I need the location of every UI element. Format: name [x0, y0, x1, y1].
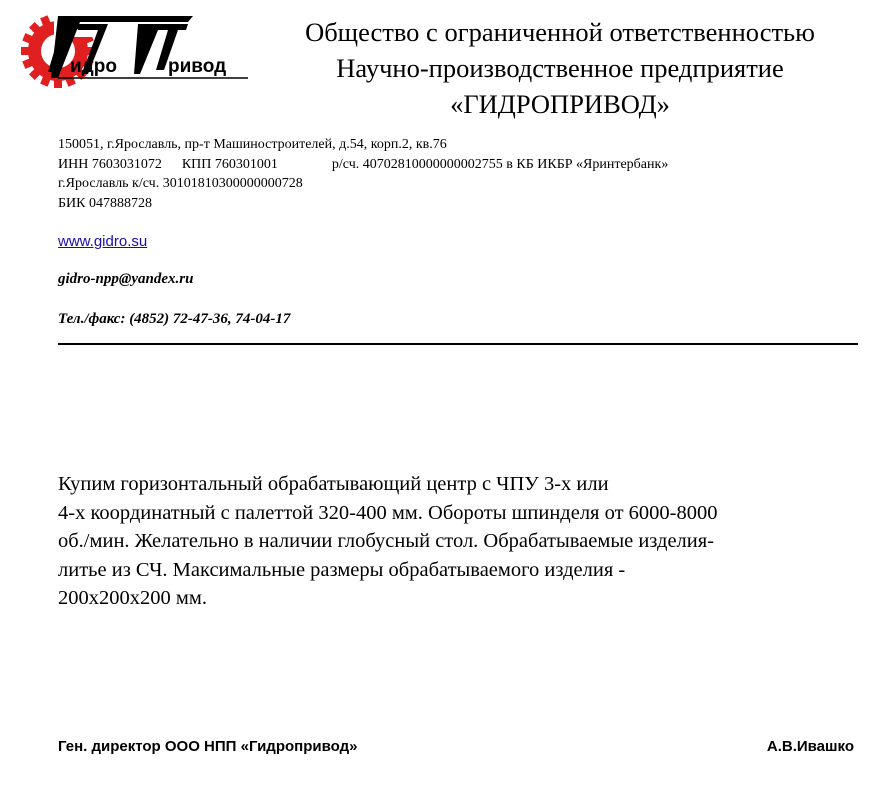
email-address: gidro-npp@yandex.ru [58, 271, 194, 287]
body-line: Купим горизонтальный обрабатывающий центр с ЧПУ 3-х или [58, 473, 609, 495]
website-link[interactable]: www.gidro.su [58, 233, 148, 250]
body-line: 4-х координатный с палеттой 320-400 мм. Обороты шпинделя от 6000-8000 [58, 501, 718, 524]
kpp: КПП 760301001 [181, 156, 278, 172]
body-line: об./мин. Желательно в наличии глобусный стол. Обрабатываемые изделия- [58, 530, 715, 552]
letter-body [58, 470, 858, 613]
company-logo [18, 12, 254, 90]
company-kind: Научно-производственное предприятие [336, 53, 784, 83]
body-line: 200х200х200 мм. [58, 587, 207, 609]
phone-fax: Тел./факс: (4852) 72-47-36, 74-04-17 [58, 311, 291, 327]
company-type: Общество с ограниченной ответственностью [305, 17, 815, 47]
logo-text-left: идро [70, 56, 117, 77]
header-divider [58, 343, 858, 345]
signatory-name: А.В.Ивашко [766, 738, 854, 755]
requisites-block [58, 135, 668, 213]
bank-details-line [58, 155, 668, 175]
logo-text-right: ривод [168, 56, 227, 77]
correspondent-account: г.Ярославль к/сч. 30101810300000000728 [58, 176, 303, 191]
company-header [240, 14, 880, 122]
settlement-account: р/сч. 40702810000000002755 в КБ ИКБР «Яринтербанк» [331, 156, 669, 172]
signatory-position: Ген. директор ООО НПП «Гидропривод» [58, 738, 358, 755]
gear-logo-icon [18, 12, 254, 90]
inn: ИНН 7603031072 [58, 156, 162, 172]
body-line: литье из СЧ. Максимальные размеры обрабатываемого изделия - [58, 558, 626, 581]
bik: БИК 047888728 [58, 195, 152, 211]
company-name: «ГИДРОПРИВОД» [450, 89, 670, 119]
address: 150051, г.Ярославль, пр-т Машиностроителей, д.54, корп.2, кв.76 [58, 137, 447, 152]
